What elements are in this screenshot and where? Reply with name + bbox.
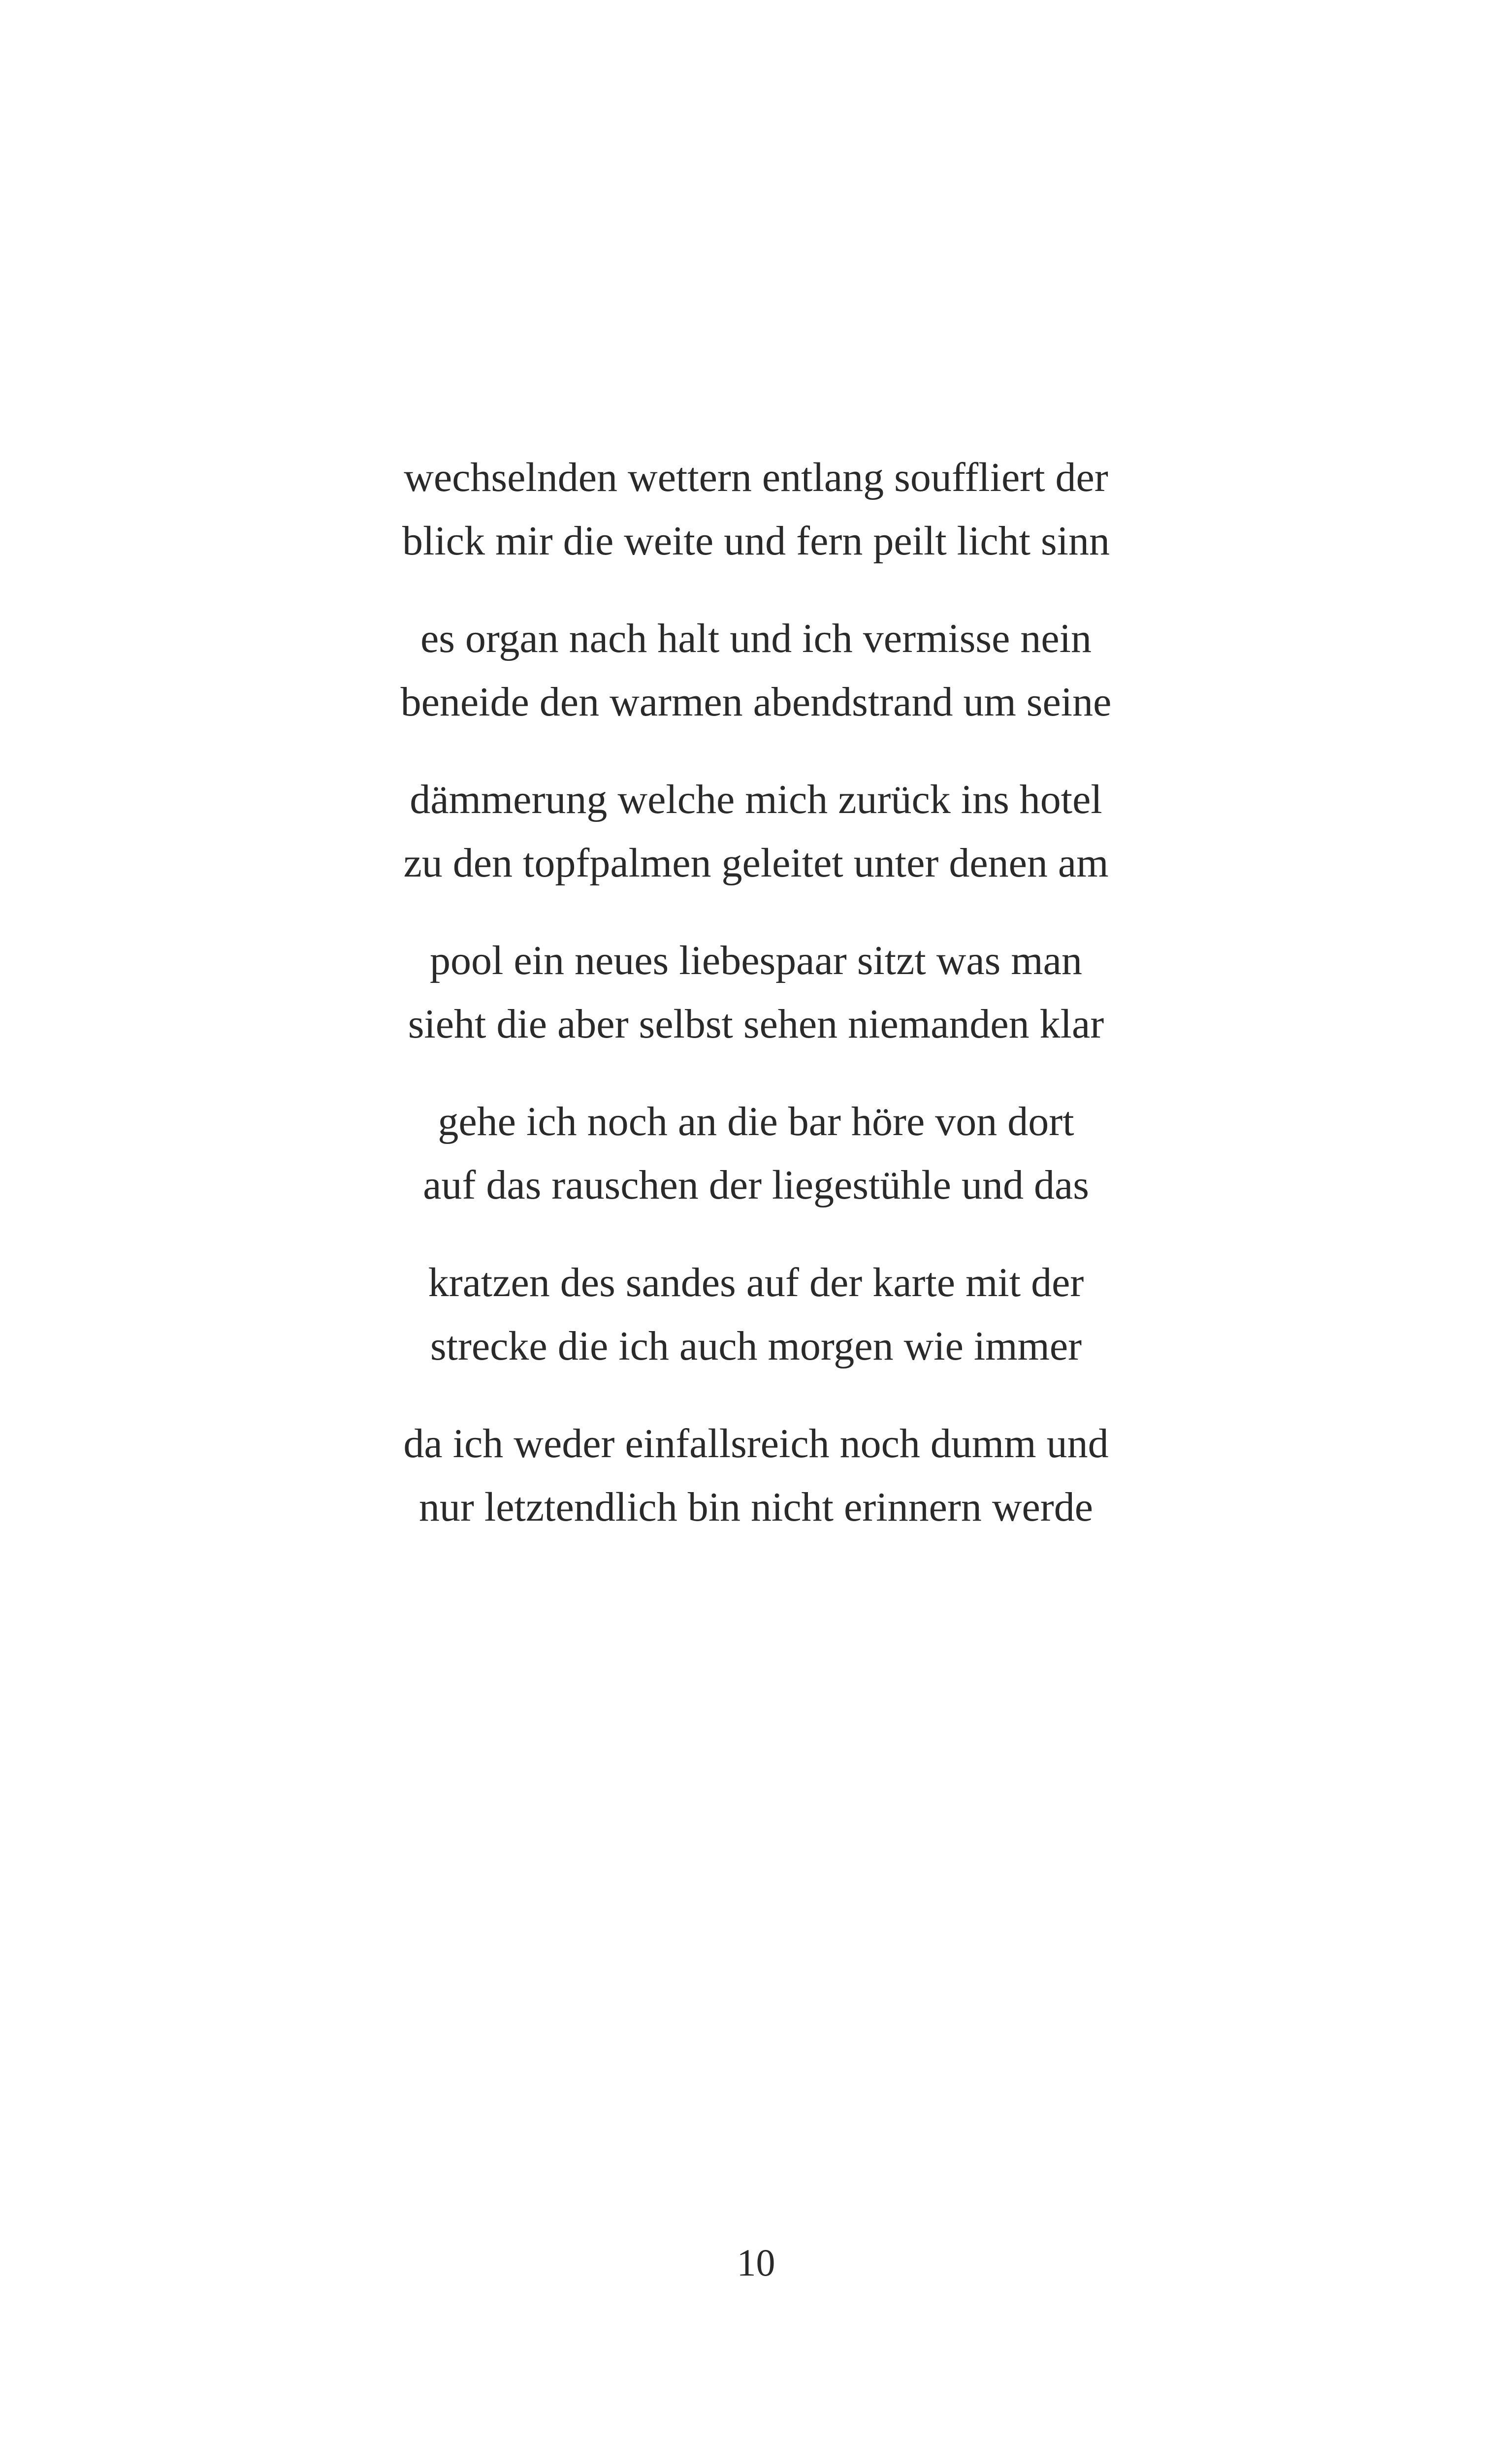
page-number: 10 bbox=[737, 2241, 775, 2284]
stanza-6 bbox=[0, 1251, 1512, 1378]
poem-line: pool ein neues liebespaar sitzt was man bbox=[430, 938, 1082, 983]
stanza-3 bbox=[0, 768, 1512, 895]
poem-line: zu den topfpalmen geleitet unter denen am bbox=[403, 840, 1109, 886]
stanza-7 bbox=[0, 1412, 1512, 1539]
stanza-4 bbox=[0, 929, 1512, 1056]
poem-line: es organ nach halt und ich vermisse nein bbox=[420, 616, 1092, 661]
poem-line: strecke die ich auch morgen wie immer bbox=[430, 1323, 1082, 1369]
poem-line: blick mir die weite und fern peilt licht sinn bbox=[402, 518, 1110, 564]
poem-line: wechselnden wettern entlang souffliert der bbox=[404, 455, 1108, 500]
poem-body bbox=[0, 446, 1512, 1573]
stanza-1 bbox=[0, 446, 1512, 573]
poem-line: da ich weder einfallsreich noch dumm und bbox=[403, 1421, 1109, 1466]
poem-line: nur letztendlich bin nicht erinnern werde bbox=[418, 1484, 1094, 1530]
poem-line: gehe ich noch an die bar höre von dort bbox=[438, 1099, 1074, 1144]
stanza-2 bbox=[0, 607, 1512, 734]
poem-line: beneide den warmen abendstrand um seine bbox=[400, 679, 1112, 725]
poem-line: kratzen des sandes auf der karte mit der bbox=[428, 1260, 1084, 1305]
stanza-5 bbox=[0, 1090, 1512, 1217]
poem-line: auf das rauschen der liegestühle und das bbox=[423, 1162, 1089, 1208]
poem-line: sieht die aber selbst sehen niemanden klar bbox=[408, 1001, 1104, 1047]
poem-line: dämmerung welche mich zurück ins hotel bbox=[410, 777, 1102, 822]
